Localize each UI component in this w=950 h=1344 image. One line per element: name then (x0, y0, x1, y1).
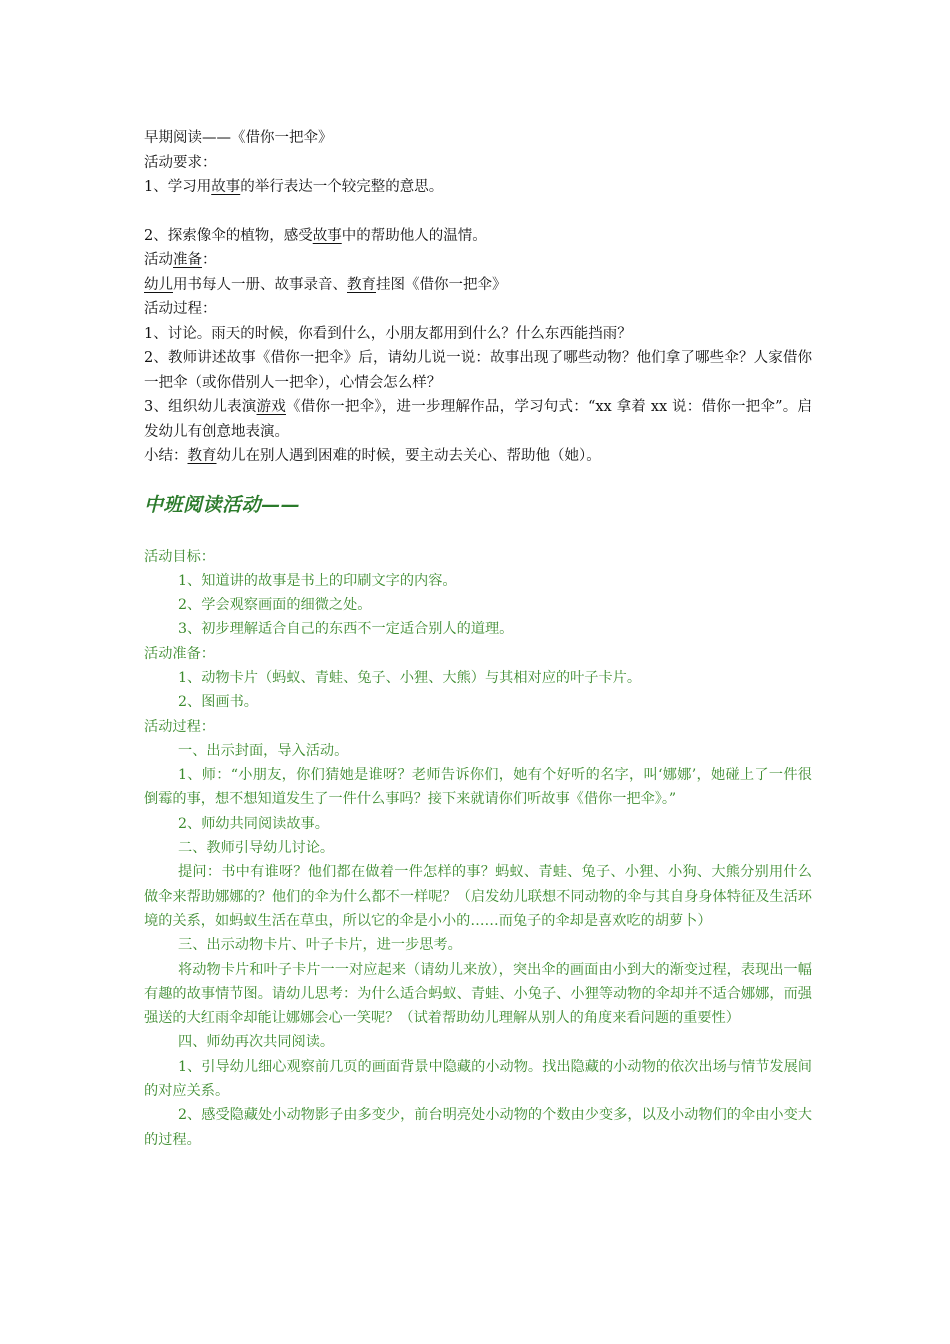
process-label: 活动过程： (144, 718, 215, 735)
section-heading: 中班阅读活动—— (144, 493, 301, 516)
step-2-question: 提问：书中有谁呀？他们都在做着一件怎样的事？蚂蚁、青蛙、兔子、小狸、小狗、大熊分别用什么做伞来帮助娜娜的？他们的伞为什么都不一样呢？（启发幼儿联想不同动物的伞与其自身身体特征及生活环境的关系，如蚂蚁生活在草虫，所以它的伞是小小的……而兔子的伞却是喜欢吃的胡萝卜） (144, 864, 812, 929)
story-link[interactable]: 故事 (211, 179, 241, 195)
summary: 小结：教育幼儿在别人遇到困难的时候，要主动去关心、帮助他（她）。 (144, 448, 601, 464)
step-1-item-2: 2、师幼共同阅读故事。 (178, 815, 329, 832)
lesson-plan-early-reading (144, 126, 812, 469)
requirement-2: 2、探索像伞的植物，感受故事中的帮助他人的温情。 (144, 227, 487, 244)
game-link[interactable]: 游戏 (256, 399, 286, 415)
child-link[interactable]: 幼儿 (144, 276, 173, 293)
process-label: 活动过程： (144, 301, 217, 317)
document-page (144, 126, 812, 1152)
step-4-heading: 四、师幼再次共同阅读。 (178, 1034, 335, 1051)
step-3-paragraph: 将动物卡片和叶子卡片一一对应起来（请幼儿来放），突出伞的画面由小到大的渐变过程，表现出一幅有趣的故事情节图。请幼儿思考：为什么适合蚂蚁、青蛙、小兔子、小狸等动物的伞却并不适合娜娜，而强强送的大红雨伞却能让娜娜会心一笑呢？（试着帮助幼儿理解从别人的角度来看问题的重要性） (144, 961, 812, 1027)
step-1-heading: 一、出示封面，导入活动。 (178, 742, 349, 759)
preparation-text: 幼儿用书每人一册、故事录音、教育挂图《借你一把伞》 (144, 276, 507, 293)
blank-line (144, 200, 812, 224)
education-link[interactable]: 教育 (187, 448, 217, 464)
process-step-2: 2、教师讲述故事《借你一把伞》后，请幼儿说一说：故事出现了哪些动物？他们拿了哪些伞？人家借你一把伞（或你借别人一把伞），心情会怎么样？ (144, 350, 812, 391)
goal-2: 2、学会观察画面的细微之处。 (178, 597, 372, 614)
education-link[interactable]: 教育 (347, 276, 376, 293)
process-step-1: 1、讨论。雨天的时候，你看到什么，小朋友都用到什么？什么东西能挡雨？ (144, 325, 632, 342)
preparation-link[interactable]: 准备 (173, 252, 202, 268)
requirement-1: 1、学习用故事的举行表达一个较完整的意思。 (144, 179, 444, 195)
step-1-item-1: 1、师：“小朋友，你们猜她是谁呀？老师告诉你们，她有个好听的名字，叫‘娜娜’，她碰上了一件很倒霉的事，想不想知道发生了一件什么事吗？接下来就请你们听故事《借你一把伞》。” (144, 767, 812, 808)
step-4-item-2: 2、感受隐藏处小动物影子由多变少，前台明亮处小动物的个数由少变多，以及小动物们的伞由小变大的过程。 (144, 1107, 812, 1148)
goal-3: 3、初步理解适合自己的东西不一定适合别人的道理。 (178, 621, 514, 638)
step-4-item-1: 1、引导幼儿细心观察前几页的画面背景中隐藏的小动物。找出隐藏的小动物的依次出场与情节发展间的对应关系。 (144, 1058, 812, 1100)
step-2-heading: 二、教师引导幼儿讨论。 (178, 840, 335, 857)
lesson-plan-middle-class (144, 545, 812, 1152)
story-link[interactable]: 故事 (312, 227, 342, 244)
doc-title: 早期阅读——《借你一把伞》 (144, 130, 333, 146)
requirements-label: 活动要求： (144, 154, 217, 171)
step-3-heading: 三、出示动物卡片、叶子卡片，进一步思考。 (178, 937, 462, 954)
preparation-1: 1、动物卡片（蚂蚁、青蛙、兔子、小狸、大熊）与其相对应的叶子卡片。 (178, 669, 642, 686)
preparation-label: 活动准备： (144, 252, 217, 268)
preparation-label: 活动准备： (144, 645, 215, 662)
process-step-3: 3、组织幼儿表演游戏《借你一把伞》，进一步理解作品，学习句式：“xx 拿着 xx 说：借你一把伞”。启发幼儿有创意地表演。 (144, 399, 812, 440)
preparation-2: 2、图画书。 (178, 694, 258, 711)
goal-1: 1、知道讲的故事是书上的印刷文字的内容。 (178, 572, 457, 589)
goals-label: 活动目标： (144, 548, 215, 565)
